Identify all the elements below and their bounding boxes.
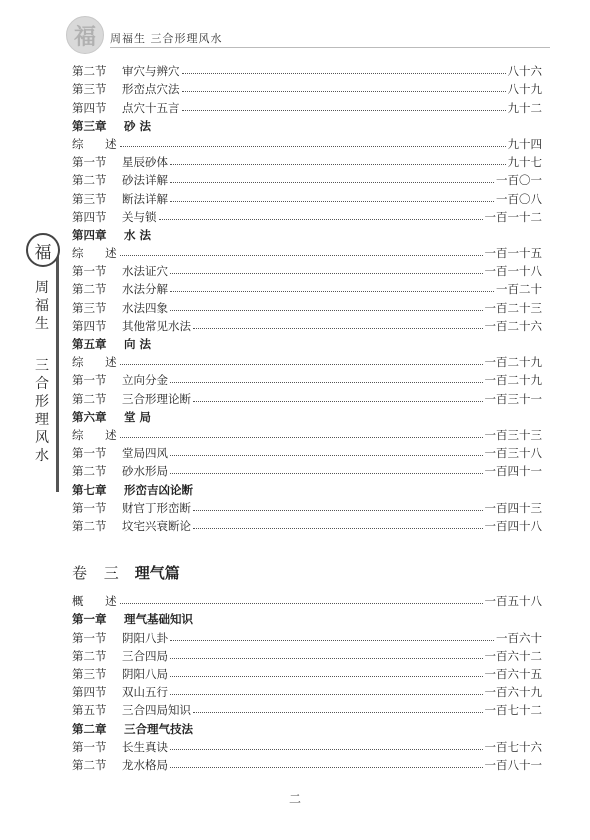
header-rule [110,47,550,48]
toc-page: 九十四 [507,136,542,151]
toc-page: 一百二十九 [484,355,542,370]
toc-page: 九十二 [507,100,542,115]
toc-entry [72,626,542,644]
toc-title: 理气基础知识 [124,612,193,627]
toc-entry [72,369,542,387]
toc-title: 三合四局知识 [122,703,191,718]
toc-title: 阴阳八局 [122,666,168,681]
toc-title: 审穴与辨穴 [122,64,180,79]
side-spine [26,233,62,495]
toc-chapter [72,608,542,626]
dot-leader [120,364,483,365]
toc-number: 第三节 [72,300,107,315]
toc-page: 一百一十二 [484,209,542,224]
toc-number: 第五章 [72,337,107,351]
toc-number: 第二节 [72,757,107,772]
toc-entry [72,169,542,187]
toc-number: 第一节 [72,739,107,754]
toc-entry [72,351,542,369]
toc-number: 第四节 [72,318,107,333]
dot-leader [170,310,483,311]
toc-number: 第七章 [72,482,107,497]
spine-title: 三合形理风水 [35,358,49,464]
dot-leader [193,401,483,402]
toc-entry [72,78,542,96]
toc-entry [72,60,542,78]
toc-title: 三合形理论断 [122,391,191,406]
volume-label: 卷 三 [72,564,125,582]
toc-page: 一百六十五 [484,666,542,681]
toc-number: 综 述 [72,355,126,370]
dot-leader [170,676,483,677]
toc-title: 龙水格局 [122,757,168,772]
toc-page: 一百五十八 [484,594,542,609]
toc-entry [72,278,542,296]
toc-number: 第二节 [72,464,107,479]
dot-leader [120,437,483,438]
dot-leader [170,164,506,165]
toc-title: 砂法详解 [122,173,168,188]
dot-leader [170,455,483,456]
toc-entry [72,151,542,169]
toc-number: 第二节 [72,282,107,297]
toc-number: 第四节 [72,100,107,115]
spine-bar [56,248,59,492]
toc-page: 一百三十三 [484,427,542,442]
toc-number: 第一节 [72,500,107,515]
toc-entry [72,133,542,151]
toc-page: 八十六 [507,64,542,79]
toc-title: 立向分金 [122,373,168,388]
toc-title: 水法证穴 [122,264,168,279]
toc-title: 双山五行 [122,685,168,700]
running-title: 周福生 三合形理风水 [110,32,223,45]
dot-leader [170,473,483,474]
toc-page: 一百六十九 [484,685,542,700]
toc-page: 一百三十八 [484,446,542,461]
toc-entry [72,260,542,278]
toc-number: 第四章 [72,227,107,242]
toc-page: 一百四十三 [484,500,542,515]
toc-number: 第一章 [72,612,107,627]
dot-leader [193,328,483,329]
toc-page: 一百二十六 [484,318,542,333]
toc-title: 水法四象 [122,300,168,315]
toc-chapter [72,115,542,133]
toc-number: 第三章 [72,118,107,133]
toc-page: 一百二十九 [484,373,542,388]
toc-number: 第一节 [72,446,107,461]
toc-chapter [72,224,542,242]
toc-entry [72,699,542,717]
toc-number: 第三节 [72,666,107,681]
toc-page: 一百一十八 [484,264,542,279]
toc-title: 关与锁 [122,209,157,224]
running-header [0,0,590,56]
toc-title: 形峦吉凶论断 [124,482,193,497]
toc-title: 堂局四风 [122,446,168,461]
volume-title: 理气篇 [134,564,180,582]
toc-entry [72,645,542,663]
toc-number: 第三节 [72,82,107,97]
toc-page: 一百二十 [496,282,542,297]
toc-page: 一百四十一 [484,464,542,479]
dot-leader [120,255,483,256]
toc-number: 第六章 [72,409,107,424]
toc-page: 一百三十一 [484,391,542,406]
dot-leader [170,382,483,383]
dot-leader [170,767,483,768]
toc-title: 星辰砂体 [122,155,168,170]
dot-leader [170,749,483,750]
dot-leader [159,219,483,220]
dot-leader [120,146,506,147]
toc-title: 形峦点穴法 [122,82,180,97]
toc-entry [72,296,542,314]
toc-number: 第二节 [72,648,107,663]
toc-page: 一百一十五 [484,246,542,261]
toc-number: 第一节 [72,373,107,388]
toc-entry [72,663,542,681]
toc-entry [72,515,542,533]
toc-page: 八十九 [507,82,542,97]
toc-entry [72,736,542,754]
toc-entry [72,754,542,772]
toc-entry [72,187,542,205]
dot-leader [170,640,494,641]
dot-leader [170,273,483,274]
toc-page: 一百七十二 [484,703,542,718]
toc-chapter [72,717,542,735]
volume-heading [72,562,180,583]
toc-chapter [72,478,542,496]
toc-number: 第二节 [72,518,107,533]
toc-page: 一百〇一 [496,173,542,188]
toc-entry [72,590,542,608]
toc-title: 三合理气技法 [124,721,193,736]
toc-page: 九十七 [507,155,542,170]
toc-number: 第三节 [72,191,107,206]
dot-leader [170,201,494,202]
dot-leader [193,510,483,511]
dot-leader [170,694,483,695]
toc-number: 第一节 [72,155,107,170]
toc-number: 概 述 [72,594,126,609]
dot-leader [120,603,483,604]
toc-entry [72,96,542,114]
toc-title: 坟宅兴衰断论 [122,518,191,533]
toc-list-part1 [72,60,542,533]
toc-page: 一百七十六 [484,739,542,754]
toc-number: 第四节 [72,209,107,224]
page-number: 二 [288,792,301,806]
toc-title: 阴阳八卦 [122,630,168,645]
toc-page: 一百六十 [496,630,542,645]
dot-leader [182,73,506,74]
toc-number: 第五节 [72,703,107,718]
toc-entry [72,681,542,699]
toc-entry [72,242,542,260]
toc-number: 第二节 [72,64,107,79]
seal-icon: 福 [26,233,60,267]
dot-leader [182,110,506,111]
toc-number: 第四节 [72,685,107,700]
toc-title: 水 法 [124,227,152,242]
toc-number: 第一节 [72,630,107,645]
dot-leader [182,91,506,92]
dot-leader [193,712,483,713]
spine-author: 周福生 [35,280,49,332]
toc-entry [72,387,542,405]
toc-title: 砂水形局 [122,464,168,479]
toc-title: 点穴十五言 [122,100,180,115]
toc-page: 一百四十八 [484,518,542,533]
toc-title: 水法分解 [122,282,168,297]
publisher-logo-icon: 福 [66,16,104,54]
toc-title: 砂 法 [124,118,152,133]
toc-number: 综 述 [72,136,126,151]
dot-leader [170,658,483,659]
dot-leader [170,182,494,183]
toc-list-part2 [72,590,542,772]
toc-page: 一百六十二 [484,648,542,663]
toc-title: 向 法 [124,337,152,351]
toc-number: 综 述 [72,246,126,261]
toc-entry [72,315,542,333]
toc-title: 堂 局 [124,409,152,424]
toc-entry [72,424,542,442]
toc-page: 一百二十三 [484,300,542,315]
toc-entry [72,460,542,478]
toc-number: 第二节 [72,173,107,188]
toc-entry [72,497,542,515]
toc-title: 长生真诀 [122,739,168,754]
toc-number: 综 述 [72,427,126,442]
toc-title: 其他常见水法 [122,318,191,333]
toc-title: 断法详解 [122,191,168,206]
toc-number: 第二节 [72,391,107,406]
toc-title: 三合四局 [122,648,168,663]
toc-chapter [72,333,542,351]
toc-chapter [72,406,542,424]
dot-leader [193,528,483,529]
toc-entry [72,206,542,224]
dot-leader [170,291,494,292]
toc-number: 第二章 [72,721,107,736]
toc-number: 第一节 [72,264,107,279]
toc-page: 一百〇八 [496,191,542,206]
toc-entry [72,442,542,460]
toc-page: 一百八十一 [484,757,542,772]
toc-title: 财官丁形峦断 [122,500,191,515]
